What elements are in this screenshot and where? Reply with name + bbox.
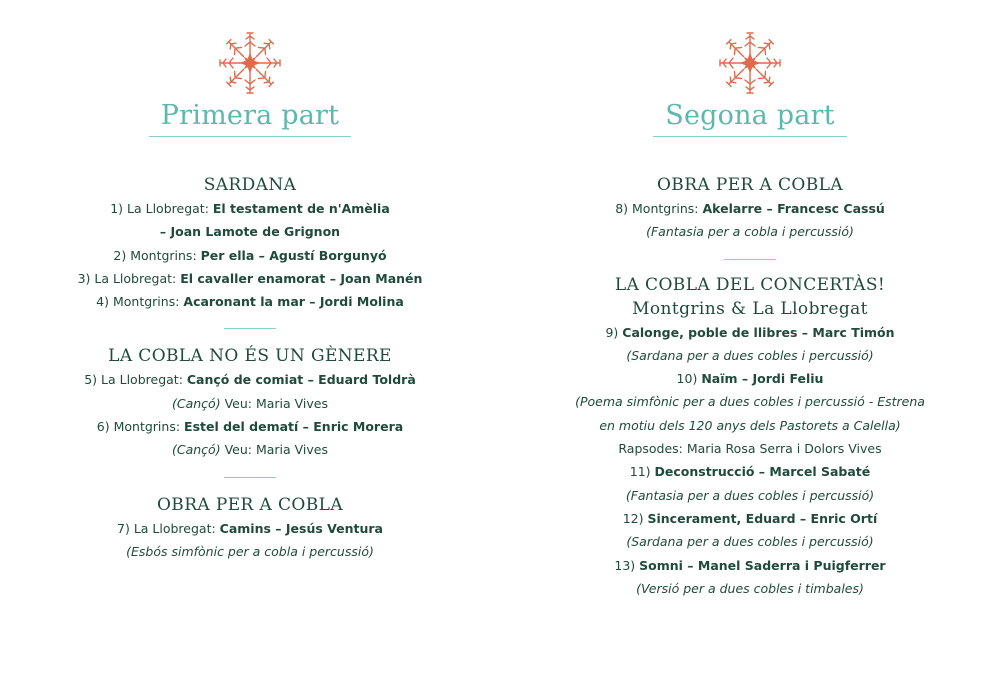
program-line: 12) Sincerament, Eduard – Enric Ortí — [622, 510, 878, 526]
program-line: 1) La Llobregat: El testament de n'Amèlia — [110, 201, 390, 216]
program-note: (Fantasia per a dues cobles i percussió) — [625, 487, 875, 503]
program-line: – Joan Lamote de Grignon — [159, 224, 341, 240]
program-line: 8) Montgrins: Akelarre – Francesc Cassú — [615, 201, 885, 216]
program-note: (Esbós simfònic per a cobla i percussió) — [126, 543, 374, 559]
program-line: 2) Montgrins: Per ella – Agustí Borgunyó — [113, 247, 387, 263]
program-line: Rapsodes: Maria Rosa Serra i Dolors Vives — [618, 441, 882, 457]
section-subheading: Montgrins & La Llobregat — [632, 298, 868, 319]
program-note: (Fantasia per a cobla i percussió) — [646, 224, 854, 240]
program-line: 13) Somni – Manel Saderra i Puigferrer — [614, 557, 886, 573]
section-heading: OBRA PER A COBLA — [156, 494, 344, 515]
section-heading: SARDANA — [203, 175, 297, 195]
section-heading: LA COBLA DEL CONCERTÀS! — [614, 274, 886, 295]
part-title: Segona part — [653, 100, 846, 137]
program-line: 11) Deconstrucció – Marcel Sabaté — [629, 464, 871, 480]
program-note: (Versió per a dues cobles i timbales) — [636, 580, 864, 596]
program-line: 4) Montgrins: Acaronant la mar – Jordi Molina — [96, 294, 404, 310]
program-line: 6) Montgrins: Estel del dematí – Enric Morera — [96, 419, 404, 435]
section-heading: OBRA PER A COBLA — [656, 175, 844, 195]
section-heading: LA COBLA NO ÉS UN GÈNERE — [108, 346, 392, 367]
snowflake-icon — [217, 30, 283, 96]
program-line: 5) La Llobregat: Cançó de comiat – Eduard Toldrà — [84, 372, 416, 388]
right-column — [550, 30, 950, 600]
program-line: (Cançó) Veu: Maria Vives — [172, 442, 328, 458]
part-title: Primera part — [149, 100, 351, 137]
program-note: (Sardana per a dues cobles i percussió) — [626, 534, 874, 550]
program-line: 9) Calonge, poble de llibres – Marc Timón — [605, 324, 895, 340]
program-line: 7) La Llobregat: Camins – Jesús Ventura — [117, 520, 383, 536]
left-column — [50, 30, 450, 563]
program-line: 10) Naïm – Jordi Feliu — [676, 371, 824, 387]
program-line: 3) La Llobregat: El cavaller enamorat – Joan Manén — [77, 270, 423, 286]
program-note: (Poema simfònic per a dues cobles i percussió - Estrena — [575, 394, 925, 410]
program-note: (Sardana per a dues cobles i percussió) — [626, 347, 874, 363]
program-note: en motiu dels 120 anys dels Pastorets a Calella) — [599, 417, 901, 433]
snowflake-icon — [717, 30, 783, 96]
program-line: (Cançó) Veu: Maria Vives — [172, 395, 328, 411]
